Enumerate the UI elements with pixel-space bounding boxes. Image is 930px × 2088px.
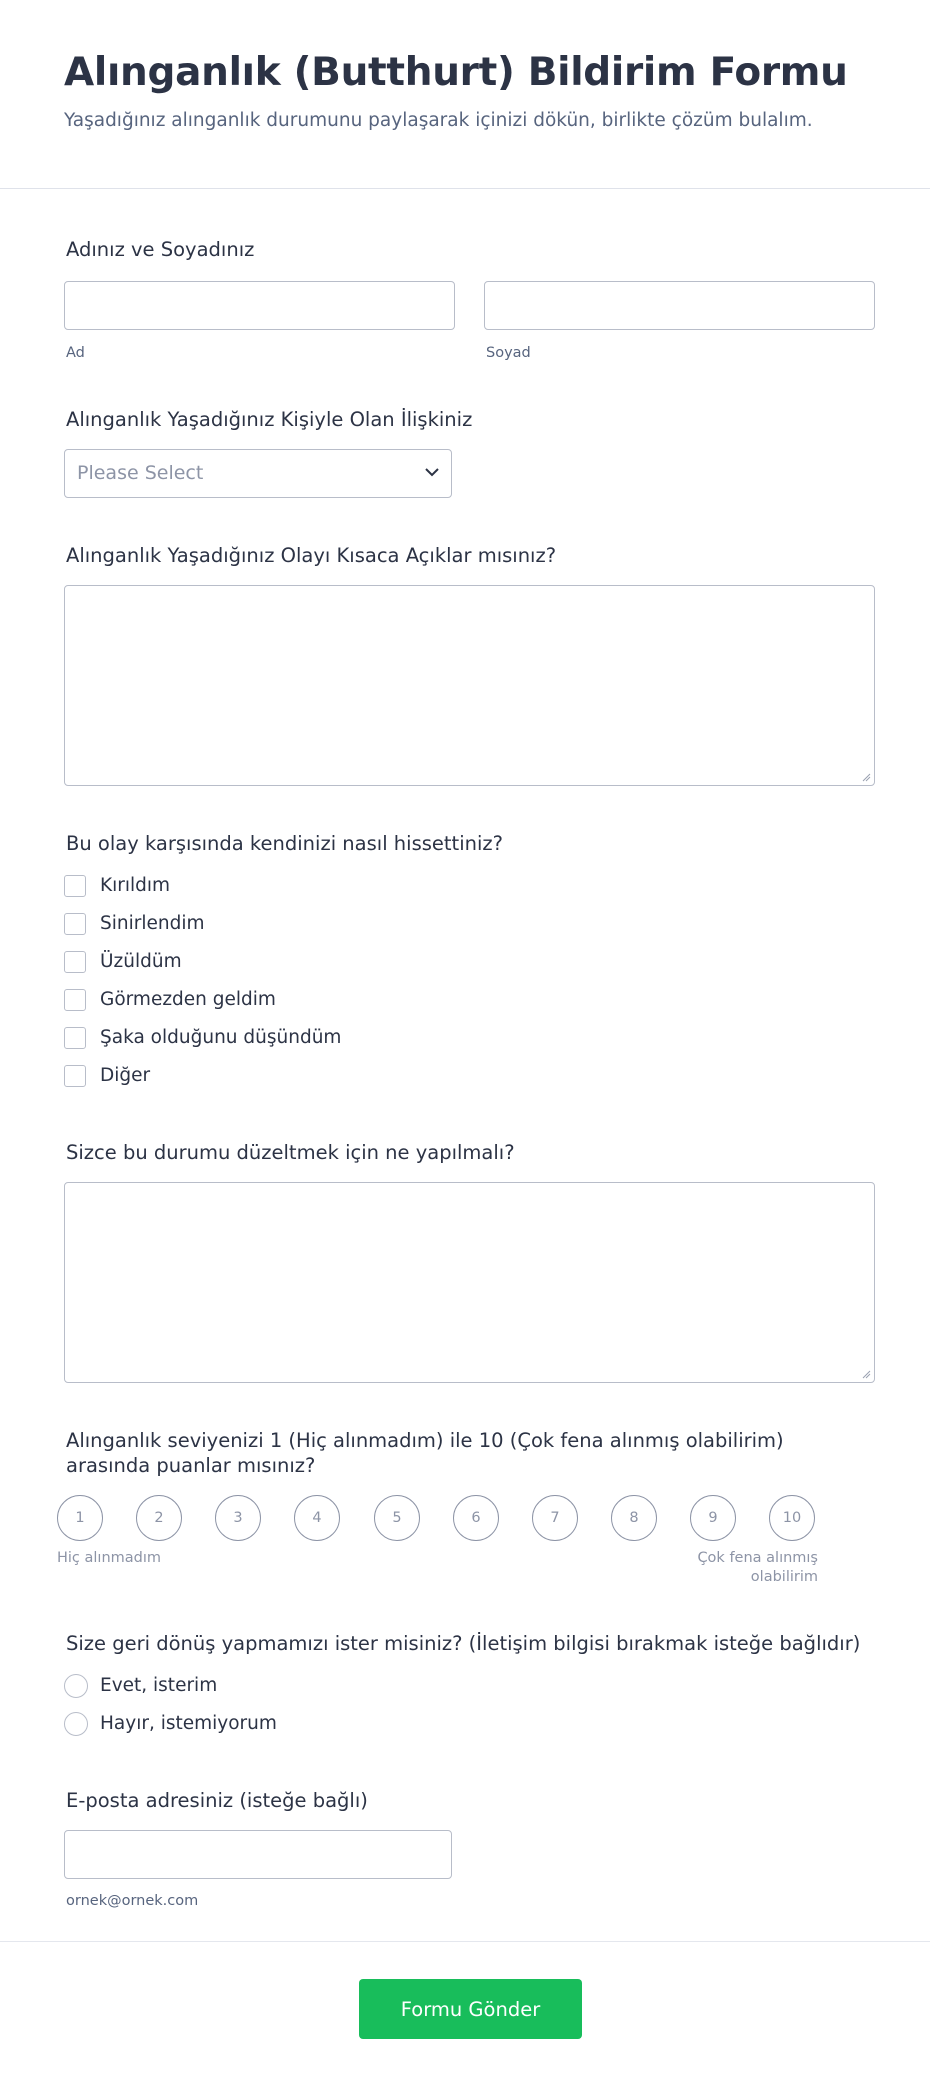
rating-option-4[interactable]: 4 <box>294 1495 340 1541</box>
rating-option-6[interactable]: 6 <box>453 1495 499 1541</box>
fix-textarea[interactable] <box>64 1182 875 1383</box>
checkbox[interactable] <box>64 951 86 973</box>
rating-label: Alınganlık seviyenizi 1 (Hiç alınmadım) ile 10 (Çok fena alınmış olabilirim) arasında puanlar mısınız? <box>66 1429 784 1477</box>
relationship-label: Alınganlık Yaşadığınız Kişiyle Olan İlişkiniz <box>66 408 473 431</box>
email-label: E-posta adresiniz (isteğe bağlı) <box>66 1789 368 1812</box>
footer-divider <box>0 1941 930 1942</box>
rating-option-1[interactable]: 1 <box>57 1495 103 1541</box>
checkbox[interactable] <box>64 1065 86 1087</box>
form-title: Alınganlık (Butthurt) Bildirim Formu <box>64 50 848 95</box>
event-textarea[interactable] <box>64 585 875 786</box>
relationship-placeholder: Please Select <box>77 462 204 484</box>
radio-label: Hayır, istemiyorum <box>100 1713 277 1734</box>
checkbox[interactable] <box>64 875 86 897</box>
checkbox-label: Sinirlendim <box>100 913 205 934</box>
rating-option-2[interactable]: 2 <box>136 1495 182 1541</box>
feelings-label: Bu olay karşısında kendinizi nasıl hissettiniz? <box>66 832 503 855</box>
email-sublabel: ornek@ornek.com <box>66 1893 199 1909</box>
name-label: Adınız ve Soyadınız <box>66 238 255 261</box>
rating-option-3[interactable]: 3 <box>215 1495 261 1541</box>
rating-option-9[interactable]: 9 <box>690 1495 736 1541</box>
first-name-input[interactable] <box>64 281 455 330</box>
checkbox-label: Şaka olduğunu düşündüm <box>100 1027 342 1048</box>
radio-label: Evet, isterim <box>100 1675 218 1696</box>
rating-option-5[interactable]: 5 <box>374 1495 420 1541</box>
relationship-select[interactable] <box>64 449 452 498</box>
rating-min-label: Hiç alınmadım <box>57 1550 162 1566</box>
checkbox-label: Kırıldım <box>100 875 171 896</box>
resize-grip-icon[interactable] <box>862 1370 871 1379</box>
chevron-down-icon <box>423 466 441 478</box>
submit-button[interactable]: Formu Gönder <box>359 1979 582 2039</box>
rating-option-10[interactable]: 10 <box>769 1495 815 1541</box>
last-name-sublabel: Soyad <box>486 345 531 361</box>
event-label: Alınganlık Yaşadığınız Olayı Kısaca Açıklar mısınız? <box>66 544 557 567</box>
checkbox-label: Diğer <box>100 1065 151 1086</box>
email-input[interactable] <box>64 1830 452 1879</box>
rating-option-7[interactable]: 7 <box>532 1495 578 1541</box>
radio-button[interactable] <box>64 1712 88 1736</box>
fix-label: Sizce bu durumu düzeltmek için ne yapılmalı? <box>66 1141 515 1164</box>
rating-max-label: Çok fena alınmış olabilirim <box>697 1550 818 1585</box>
form-header <box>0 0 930 189</box>
feedback-label: Size geri dönüş yapmamızı ister misiniz? (İletişim bilgisi bırakmak isteğe bağlıdır) <box>66 1632 861 1655</box>
first-name-sublabel: Ad <box>66 345 85 361</box>
form-subtitle: Yaşadığınız alınganlık durumunu paylaşarak içinizi dökün, birlikte çözüm bulalım. <box>64 110 813 131</box>
checkbox[interactable] <box>64 989 86 1011</box>
resize-grip-icon[interactable] <box>862 773 871 782</box>
checkbox-label: Üzüldüm <box>100 951 182 972</box>
checkbox-label: Görmezden geldim <box>100 989 276 1010</box>
radio-button[interactable] <box>64 1674 88 1698</box>
rating-option-8[interactable]: 8 <box>611 1495 657 1541</box>
checkbox[interactable] <box>64 1027 86 1049</box>
checkbox[interactable] <box>64 913 86 935</box>
last-name-input[interactable] <box>484 281 875 330</box>
